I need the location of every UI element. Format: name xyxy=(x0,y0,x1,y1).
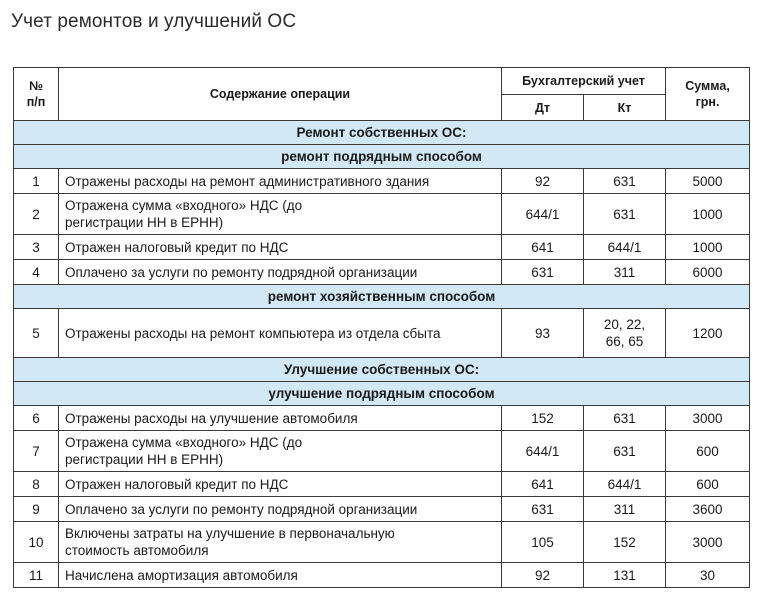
column-header-operation: Содержание операции xyxy=(59,68,502,121)
row-sum: 5000 xyxy=(666,169,750,194)
row-sum: 600 xyxy=(666,472,750,497)
row-num: 9 xyxy=(14,497,59,522)
row-dt: 641 xyxy=(502,472,584,497)
row-operation: Отражена сумма «входного» НДС (до регистрации НН в ЕРНН) xyxy=(59,431,502,472)
column-header-sum: Сумма, грн. xyxy=(666,68,750,121)
row-dt: 152 xyxy=(502,406,584,431)
row-dt: 93 xyxy=(502,309,584,358)
row-sum: 30 xyxy=(666,563,750,588)
table-row xyxy=(14,235,750,260)
section-label: ремонт подрядным способом xyxy=(14,145,750,169)
section-label: улучшение подрядным способом xyxy=(14,382,750,406)
row-dt: 644/1 xyxy=(502,194,584,235)
row-sum: 1000 xyxy=(666,235,750,260)
section-row xyxy=(14,382,750,406)
table-row xyxy=(14,194,750,235)
row-kt: 20, 22, 66, 65 xyxy=(584,309,666,358)
row-operation: Начислена амортизация автомобиля xyxy=(59,563,502,588)
row-num: 1 xyxy=(14,169,59,194)
page-title: Учет ремонтов и улучшений ОС xyxy=(11,11,297,32)
table-row xyxy=(14,169,750,194)
row-num: 3 xyxy=(14,235,59,260)
row-sum: 6000 xyxy=(666,260,750,285)
row-dt: 92 xyxy=(502,563,584,588)
row-operation: Отражены расходы на улучшение автомобиля xyxy=(59,406,502,431)
row-operation: Включены затраты на улучшение в первоначальную стоимость автомобиля xyxy=(59,522,502,563)
row-kt: 311 xyxy=(584,497,666,522)
row-operation: Оплачено за услуги по ремонту подрядной организации xyxy=(59,497,502,522)
table-row xyxy=(14,260,750,285)
section-label: ремонт хозяйственным способом xyxy=(14,285,750,309)
column-header-accounting: Бухгалтерский учет xyxy=(502,68,666,95)
table-row xyxy=(14,497,750,522)
row-kt: 311 xyxy=(584,260,666,285)
row-num: 6 xyxy=(14,406,59,431)
row-num: 7 xyxy=(14,431,59,472)
section-label: Ремонт собственных ОС: xyxy=(14,121,750,145)
row-sum: 3600 xyxy=(666,497,750,522)
row-sum: 600 xyxy=(666,431,750,472)
row-num: 2 xyxy=(14,194,59,235)
table-row xyxy=(14,522,750,563)
row-sum: 1000 xyxy=(666,194,750,235)
column-header-kt: Кт xyxy=(584,95,666,121)
row-num: 10 xyxy=(14,522,59,563)
row-dt: 644/1 xyxy=(502,431,584,472)
repairs-table xyxy=(13,67,750,588)
section-row xyxy=(14,358,750,382)
row-operation: Отражена сумма «входного» НДС (до регистрации НН в ЕРНН) xyxy=(59,194,502,235)
table-row xyxy=(14,406,750,431)
table-row xyxy=(14,472,750,497)
row-dt: 641 xyxy=(502,235,584,260)
row-kt: 152 xyxy=(584,522,666,563)
row-num: 4 xyxy=(14,260,59,285)
row-sum: 3000 xyxy=(666,406,750,431)
table-row xyxy=(14,309,750,358)
row-kt: 644/1 xyxy=(584,235,666,260)
row-kt: 631 xyxy=(584,169,666,194)
section-row xyxy=(14,121,750,145)
row-num: 5 xyxy=(14,309,59,358)
row-num: 11 xyxy=(14,563,59,588)
row-sum: 1200 xyxy=(666,309,750,358)
row-operation: Отражен налоговый кредит по НДС xyxy=(59,235,502,260)
row-dt: 92 xyxy=(502,169,584,194)
table-row xyxy=(14,563,750,588)
section-label: Улучшение собственных ОС: xyxy=(14,358,750,382)
row-sum: 3000 xyxy=(666,522,750,563)
row-dt: 105 xyxy=(502,522,584,563)
row-num: 8 xyxy=(14,472,59,497)
row-kt: 631 xyxy=(584,194,666,235)
section-row xyxy=(14,285,750,309)
row-operation: Оплачено за услуги по ремонту подрядной организации xyxy=(59,260,502,285)
table-row xyxy=(14,431,750,472)
row-dt: 631 xyxy=(502,497,584,522)
row-kt: 631 xyxy=(584,431,666,472)
row-operation: Отражены расходы на ремонт административного здания xyxy=(59,169,502,194)
section-row xyxy=(14,145,750,169)
row-dt: 631 xyxy=(502,260,584,285)
row-kt: 644/1 xyxy=(584,472,666,497)
row-kt: 131 xyxy=(584,563,666,588)
row-operation: Отражены расходы на ремонт компьютера из отдела сбыта xyxy=(59,309,502,358)
column-header-dt: Дт xyxy=(502,95,584,121)
column-header-num: № п/п xyxy=(14,68,59,121)
row-kt: 631 xyxy=(584,406,666,431)
row-operation: Отражен налоговый кредит по НДС xyxy=(59,472,502,497)
